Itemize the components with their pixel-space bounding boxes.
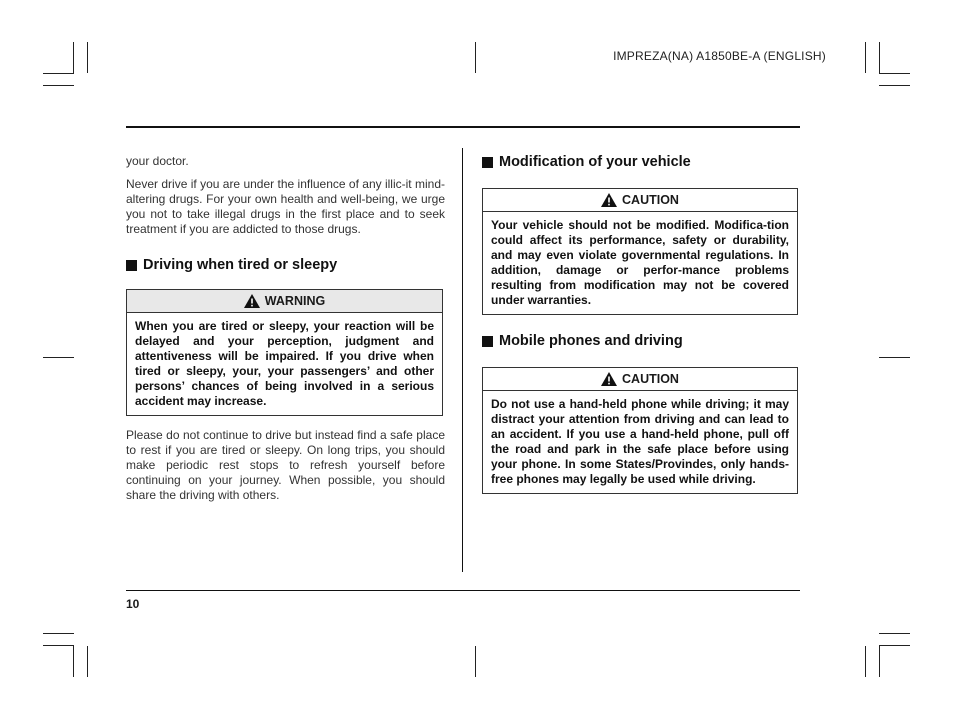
paragraph-drugs: Never drive if you are under the influence of any illic-it mind-altering drugs. For your own health and well-being, we urge you not to take illegal drugs in the first place and to seek treatment if you are addicted to those drugs.	[126, 177, 445, 236]
section-title: Mobile phones and driving	[499, 333, 683, 349]
caution-label: CAUTION	[622, 193, 679, 207]
right-column	[482, 154, 798, 494]
black-square-icon	[482, 157, 493, 168]
page-number: 10	[126, 597, 140, 611]
warning-triangle-icon	[601, 193, 617, 207]
warning-header	[127, 290, 442, 313]
section-heading-modification	[482, 154, 798, 170]
caution-label: CAUTION	[622, 372, 679, 386]
column-divider	[462, 148, 463, 572]
bottom-rule	[126, 590, 800, 591]
caution-box-phones	[482, 367, 798, 494]
black-square-icon	[126, 260, 137, 271]
warning-triangle-icon	[601, 372, 617, 386]
top-rule	[126, 126, 800, 128]
section-title: Driving when tired or sleepy	[143, 257, 338, 273]
caution-box-modification	[482, 188, 798, 315]
paragraph-doctor: your doctor.	[126, 154, 189, 168]
warning-label: WARNING	[264, 294, 326, 308]
warning-text: When you are tired or sleepy, your reaction will be delayed and your perception, judgment and attentiveness will be impaired. If you drive when tired or sleepy, your, your passengers’ and other persons’ chances of being involved in a serious accident may increase.	[135, 319, 434, 408]
section-title: Modification of your vehicle	[499, 154, 691, 170]
warning-triangle-icon	[244, 294, 260, 308]
warning-box	[126, 289, 443, 416]
black-square-icon	[482, 336, 493, 347]
document-code: IMPREZA(NA) A1850BE-A (ENGLISH)	[613, 49, 826, 63]
paragraph-rest: Please do not continue to drive but instead find a safe place to rest if you are tired or sleepy. On long trips, you should make periodic rest stops to refresh yourself before continuing on your journey. When possible, you should share the driving with others.	[126, 428, 445, 502]
caution-header	[483, 189, 797, 212]
caution-text: Your vehicle should not be modified. Modifica-tion could affect its performance, safety or durability, and may even violate governmental regulations. In addition, damage or perfor-mance problems resulting from modification may not be covered under warranties.	[491, 218, 789, 307]
left-column	[126, 154, 445, 511]
section-heading-mobile	[482, 333, 798, 349]
section-heading-tired	[126, 257, 445, 273]
caution-header	[483, 368, 797, 391]
caution-text: Do not use a hand-held phone while driving; it may distract your attention from driving and can lead to an accident. If you use a hand-held phone, pull off the road and park in the safe place before using your phone. In some States/Provindes, only hands-free phones may legally be used while driving.	[491, 397, 789, 486]
